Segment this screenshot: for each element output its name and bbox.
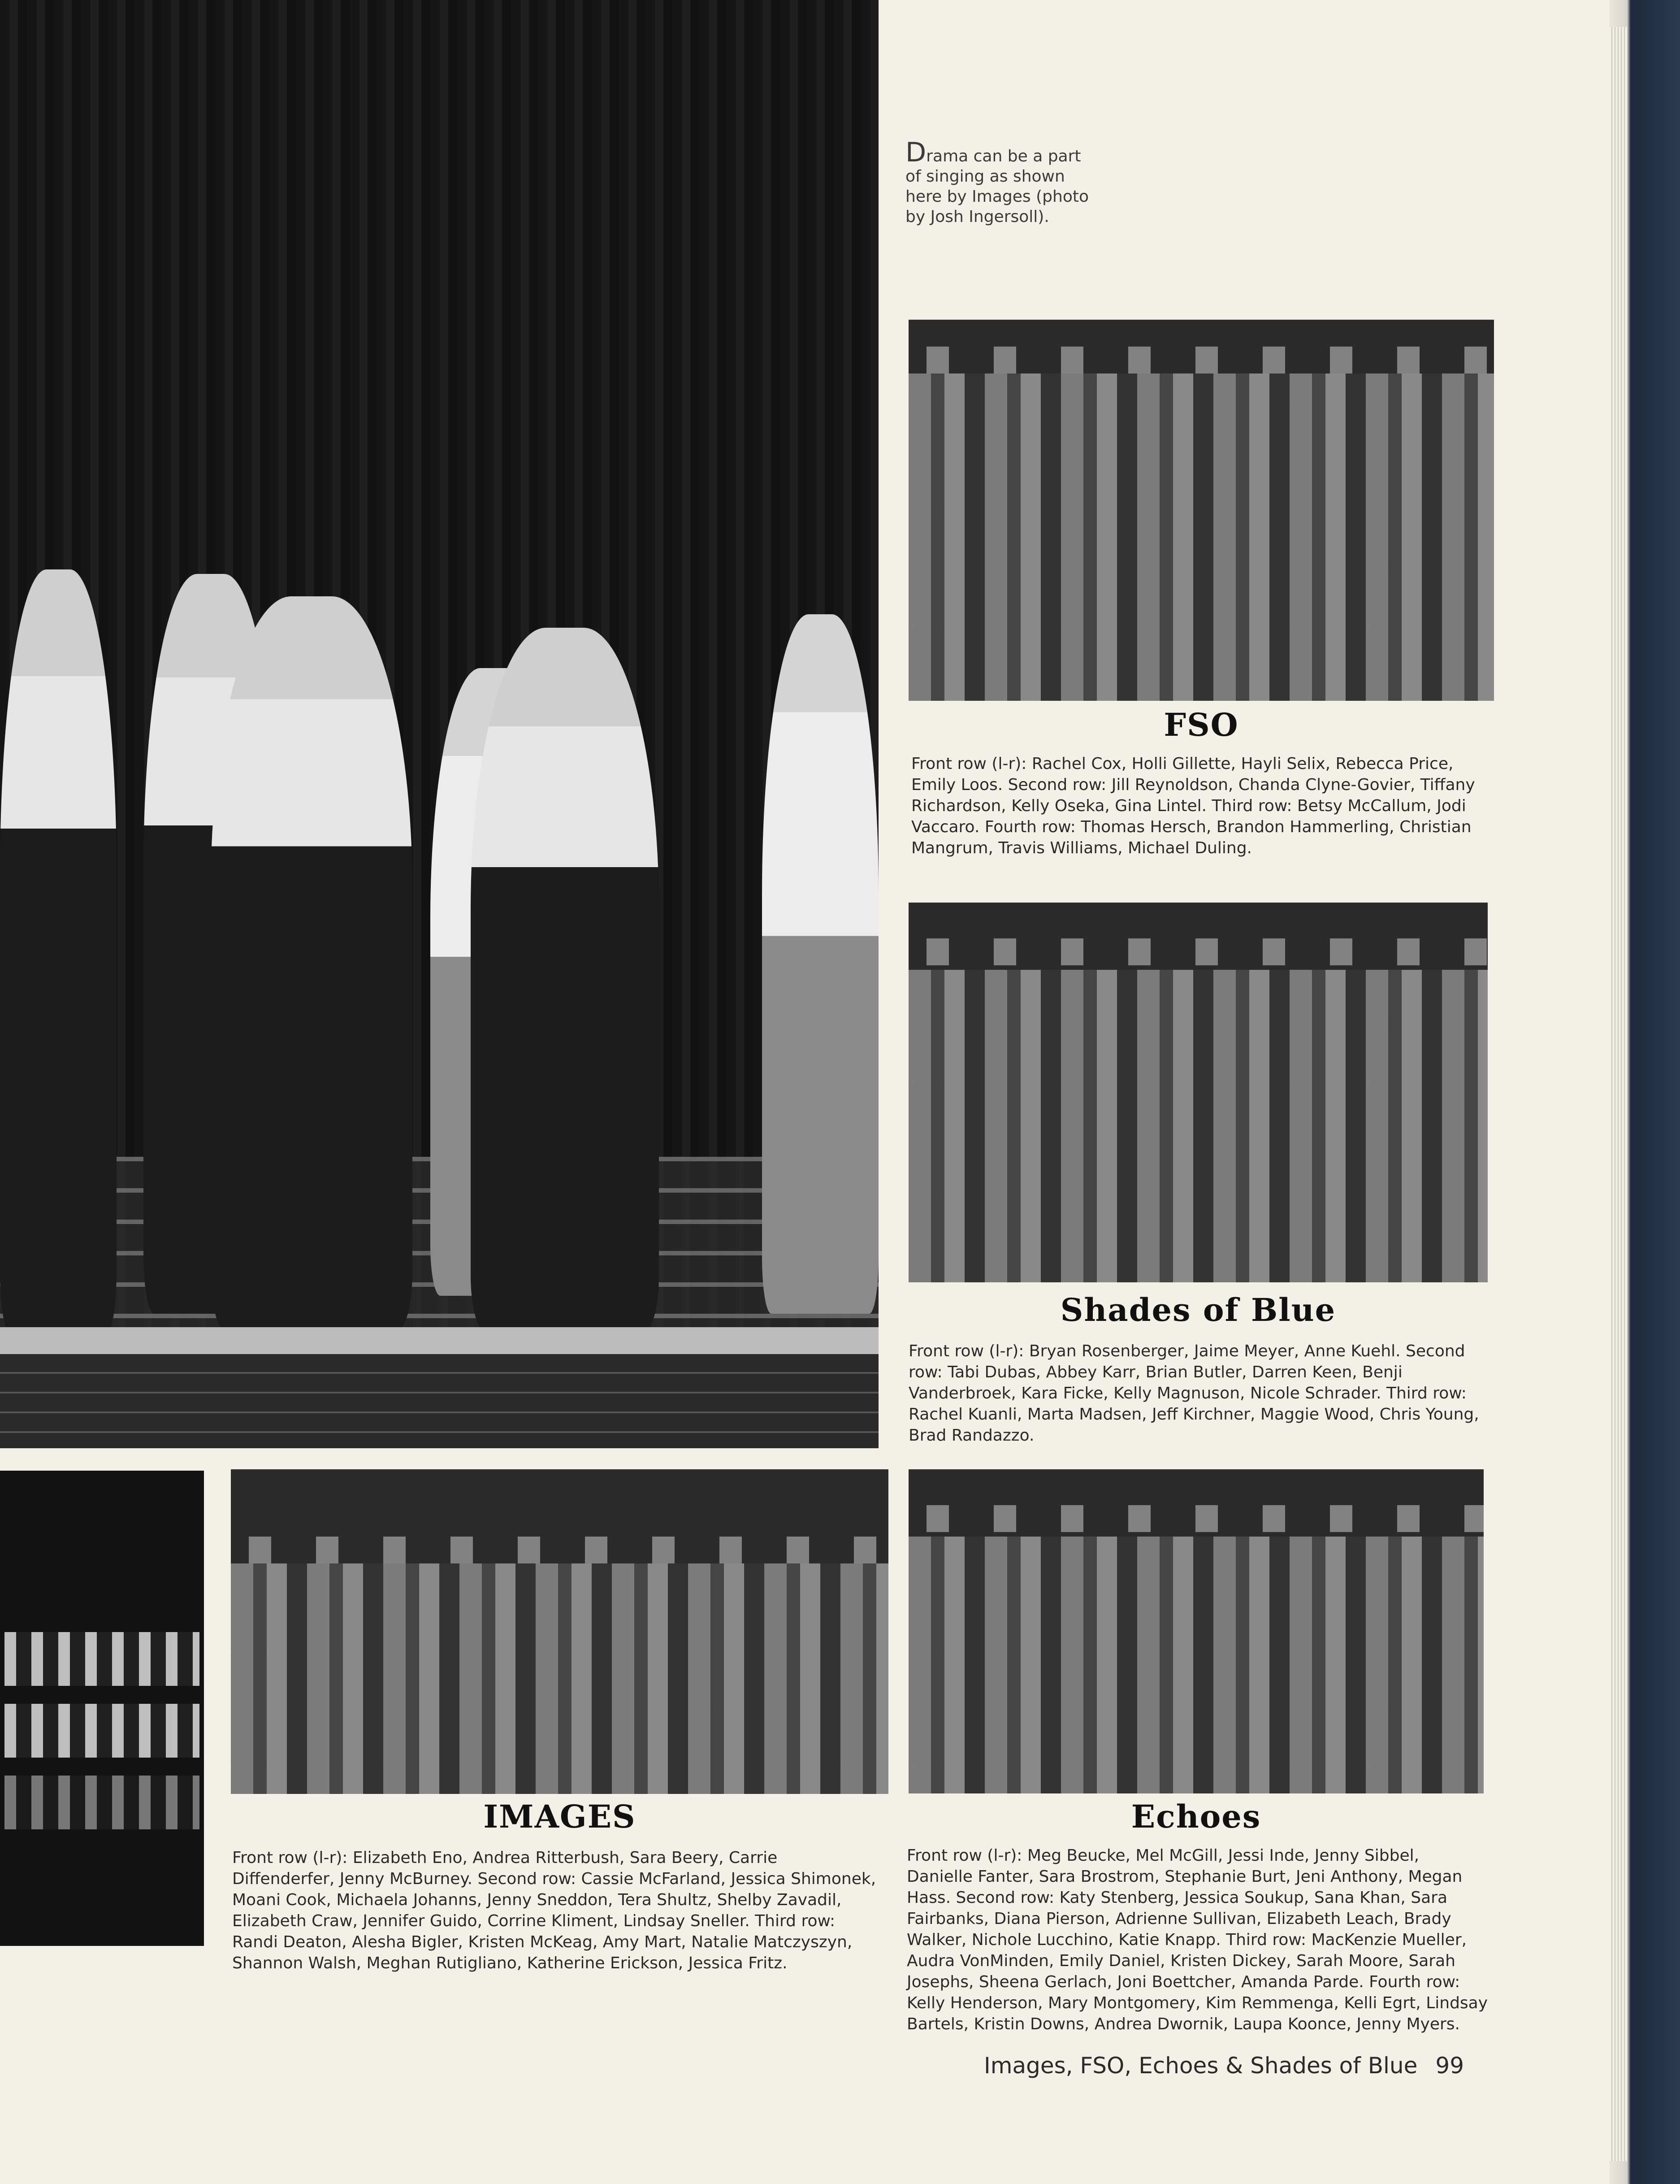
group-row xyxy=(909,938,1488,965)
images-caption: Front row (l-r): Elizabeth Eno, Andrea Ritterbush, Sara Beery, Carrie Diffenderfer, Jenny McBurney. Second row: Cassie McFarland, Jessica Shimonek, Moani Cook, Michaela Johanns, Jenny Sneddon, Tera Shultz, Shelby Zavadil, Elizabeth Craw, Jennifer Guido, Corrine Kliment, Lindsay Sneller. Third row: Randi Deaton, Alesha Bigler, Kristen McKeag, Amy Mart, Natalie Matczyszyn, Shannon Walsh, Meghan Rutigliano, Katherine Erickson, Jessica Fritz. xyxy=(232,1849,876,1972)
drama-photo-caption xyxy=(905,137,1089,227)
group-row xyxy=(909,1505,1484,1532)
shades-of-blue-group-photo xyxy=(909,903,1488,1282)
images-title: IMAGES xyxy=(483,1798,636,1835)
section-title: Images, FSO, Echoes & Shades of Blue xyxy=(984,2053,1418,2079)
group-row xyxy=(909,347,1494,373)
drop-cap: D xyxy=(905,137,927,168)
small-stage-photo xyxy=(0,1471,204,1946)
brick-wall xyxy=(0,1354,879,1448)
page-number: 99 xyxy=(1435,2053,1464,2079)
group-members xyxy=(231,1563,888,1794)
stage-performance-photo xyxy=(0,0,879,1448)
performer-figure xyxy=(211,596,412,1332)
page-stack xyxy=(1609,27,1627,2161)
performer-figure xyxy=(762,614,879,1314)
shades-of-blue-title: Shades of Blue xyxy=(1060,1291,1336,1329)
book-binding-edge xyxy=(1609,0,1680,2184)
singers-row xyxy=(4,1632,199,1686)
stage-edge xyxy=(0,1327,879,1354)
performer-figure xyxy=(471,628,659,1332)
fso-title: FSO xyxy=(1164,706,1239,743)
group-members xyxy=(909,373,1494,701)
images-group-photo xyxy=(231,1469,888,1794)
group-members xyxy=(909,970,1488,1282)
page-footer xyxy=(984,2053,1464,2079)
drama-caption-text: rama can be a part of singing as shown here by Images (photo by Josh Ingersoll). xyxy=(905,147,1089,226)
fso-caption: Front row (l-r): Rachel Cox, Holli Gillette, Hayli Selix, Rebecca Price, Emily Loos. Second row: Jill Reynoldson, Chanda Clyne-Govier, Tiffany Richardson, Kelly Oseka, Gina Lintel. Third row: Betsy McCallum, Jodi Vaccaro. Fourth row: Thomas Hersch, Brandon Hammerling, Christian Mangrum, Travis Williams, Michael Duling. xyxy=(911,755,1475,857)
echoes-title: Echoes xyxy=(1131,1798,1261,1835)
performer-figure xyxy=(0,569,117,1332)
singers-row xyxy=(4,1704,199,1758)
echoes-group-photo xyxy=(909,1469,1484,1793)
singers-row xyxy=(4,1776,199,1829)
group-row xyxy=(231,1537,888,1563)
echoes-caption: Front row (l-r): Meg Beucke, Mel McGill, Jessi Inde, Jenny Sibbel, Danielle Fanter, Sara Brostrom, Stephanie Burt, Jeni Anthony, Megan Hass. Second row: Katy Stenberg, Jessica Soukup, Sana Khan, Sara Fairbanks, Diana Pierson, Adrienne Sullivan, Elizabeth Leach, Brady Walker, Nichole Lucchino, Katie Knapp. Third row: MacKenzie Mueller, Audra VonMinden, Emily Daniel, Kristen Dickey, Sarah Moore, Sarah Josephs, Sheena Gerlach, Joni Boettcher, Amanda Parde. Fourth row: Kelly Henderson, Mary Montgomery, Kim Remmenga, Kelli Egrt, Lindsay Bartels, Kristin Downs, Andrea Dwornik, Laupa Koonce, Jenny Myers. xyxy=(907,1846,1488,2033)
group-members xyxy=(909,1537,1484,1793)
shades-of-blue-caption: Front row (l-r): Bryan Rosenberger, Jaime Meyer, Anne Kuehl. Second row: Tabi Dubas, Abbey Karr, Brian Butler, Darren Keen, Benji Vanderbroek, Kara Ficke, Kelly Magnuson, Nicole Schrader. Third row: Rachel Kuanli, Marta Madsen, Jeff Kirchner, Maggie Wood, Chris Young, Brad Randazzo. xyxy=(909,1342,1479,1445)
fso-group-photo xyxy=(909,320,1494,701)
